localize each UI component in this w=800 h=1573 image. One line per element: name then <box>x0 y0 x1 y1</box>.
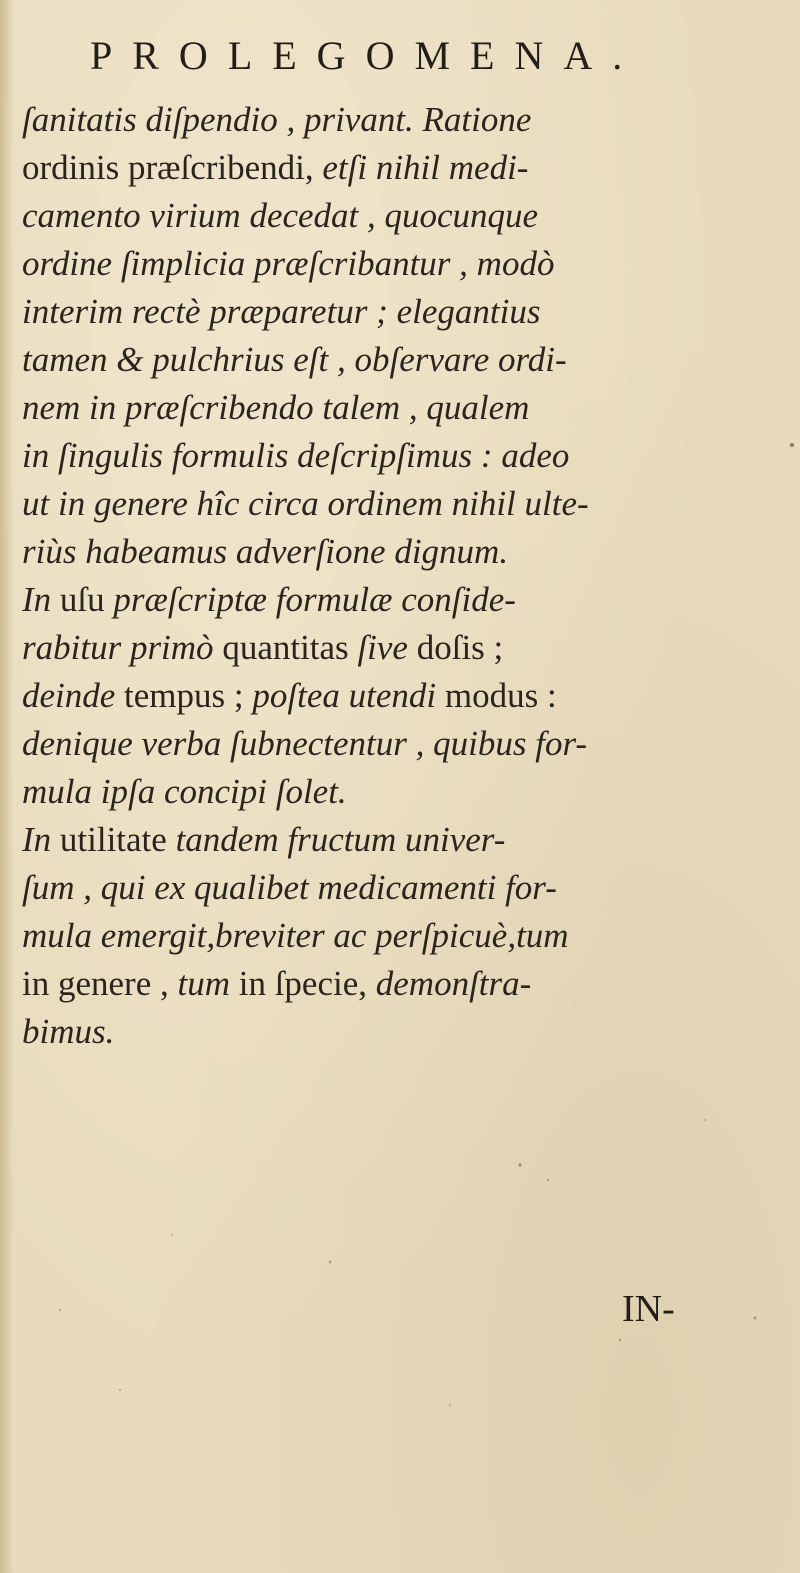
roman-text-segment: in ſpecie, <box>238 964 376 1003</box>
italic-text-segment: nem in præſcribendo talem , qualem <box>22 388 530 427</box>
roman-text-segment: ordinis præſcribendi, <box>22 148 323 187</box>
text-line <box>22 192 782 240</box>
roman-text-segment: in genere , <box>22 964 178 1003</box>
italic-text-segment: ordine ſimplicia præſcribantur , modò <box>22 244 555 283</box>
italic-text-segment: In <box>22 820 60 859</box>
text-line <box>22 816 782 864</box>
italic-text-segment: riùs habeamus adverſione dignum. <box>22 532 509 571</box>
italic-text-segment: etſi nihil medi- <box>322 148 529 187</box>
catchword: IN- <box>622 1288 675 1330</box>
roman-text-segment: tempus ; <box>124 676 253 715</box>
italic-text-segment: demonſtra- <box>375 964 532 1003</box>
italic-text-segment: denique verba ſubnectentur , quibus for- <box>22 724 588 763</box>
text-line <box>22 912 782 960</box>
running-head: PROLEGOMENA. <box>90 33 643 78</box>
roman-text-segment: uſu <box>59 580 114 619</box>
text-line <box>22 672 782 720</box>
italic-text-segment: mula ipſa concipi ſolet. <box>22 772 347 811</box>
text-line <box>22 96 782 144</box>
italic-text-segment: ſanitatis diſpendio , privant. Ratione <box>22 100 532 139</box>
italic-text-segment: rabitur primò <box>22 628 223 667</box>
text-line <box>22 288 782 336</box>
italic-text-segment: camento virium decedat , quocunque <box>22 196 539 235</box>
text-line <box>22 768 782 816</box>
italic-text-segment: tamen & pulchrius eſt , obſervare ordi- <box>22 340 567 379</box>
italic-text-segment: deinde <box>22 676 125 715</box>
text-line <box>22 1008 782 1056</box>
text-line <box>22 960 782 1008</box>
italic-text-segment: præſcriptæ formulæ conſide- <box>113 580 516 619</box>
text-line <box>22 432 782 480</box>
italic-text-segment: mula emergit,breviter ac perſpicuè,tum <box>22 916 569 955</box>
italic-text-segment: poſtea utendi <box>252 676 445 715</box>
roman-text-segment: utilitate <box>59 820 176 859</box>
text-line <box>22 624 782 672</box>
text-line <box>22 720 782 768</box>
italic-text-segment: bimus. <box>22 1012 115 1051</box>
text-line <box>22 576 782 624</box>
italic-text-segment: tandem fructum univer- <box>175 820 506 859</box>
text-line <box>22 528 782 576</box>
body-text <box>22 96 782 1056</box>
text-line <box>22 144 782 192</box>
text-line <box>22 384 782 432</box>
italic-text-segment: ſive <box>357 628 417 667</box>
page-gutter-shadow <box>0 0 14 1573</box>
roman-text-segment: doſis ; <box>416 628 504 667</box>
italic-text-segment: In <box>22 580 60 619</box>
roman-text-segment: modus : <box>444 676 557 715</box>
text-line <box>22 240 782 288</box>
italic-text-segment: ſum , qui ex qualibet medicamenti for- <box>22 868 557 907</box>
italic-text-segment: in ſingulis formulis deſcripſimus : adeo <box>22 436 570 475</box>
text-line <box>22 864 782 912</box>
text-line <box>22 336 782 384</box>
text-line <box>22 480 782 528</box>
roman-text-segment: quantitas <box>222 628 358 667</box>
italic-text-segment: ut in genere hîc circa ordinem nihil ulte- <box>22 484 589 523</box>
italic-text-segment: tum <box>177 964 239 1003</box>
italic-text-segment: interim rectè præparetur ; elegantius <box>22 292 541 331</box>
